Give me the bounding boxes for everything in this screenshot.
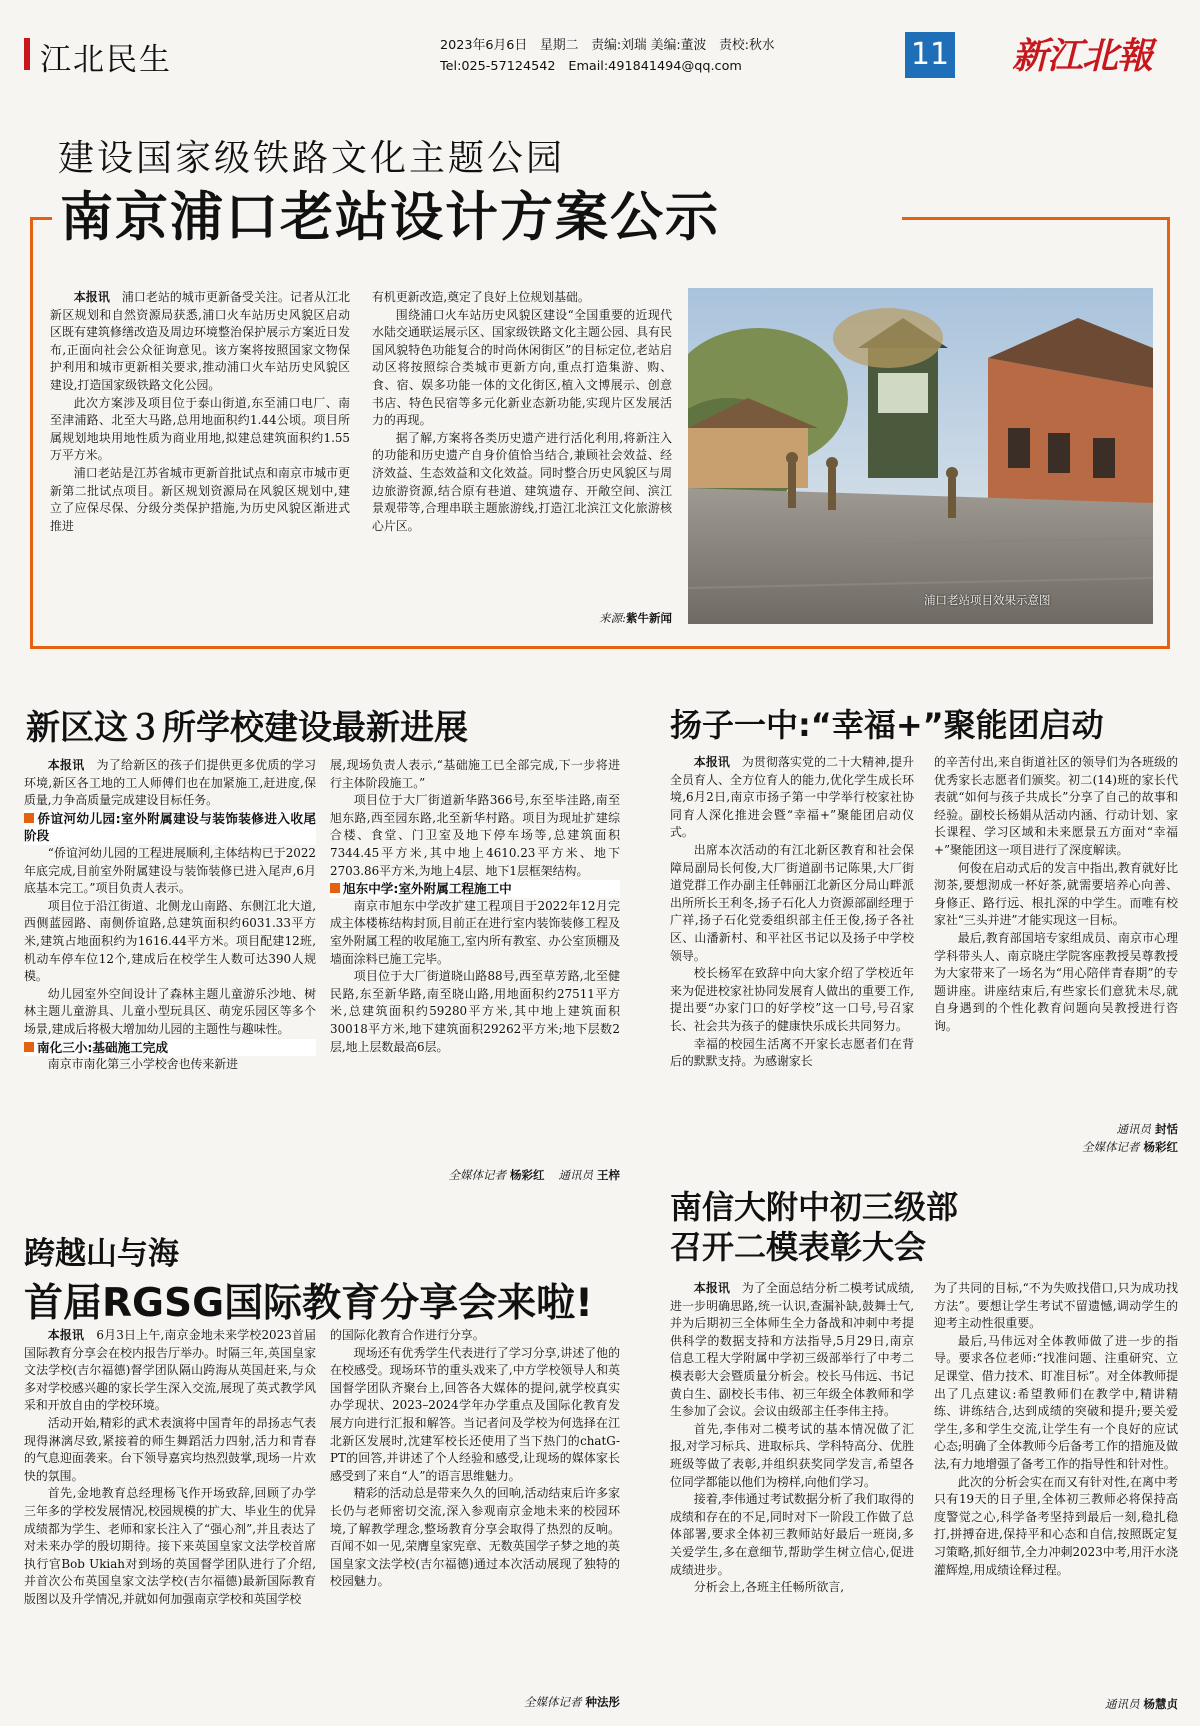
rgsg-para: 的国际化教育合作进行分享。 (330, 1328, 485, 1342)
source-name: 紫牛新闻 (626, 611, 672, 625)
lead-para: 据了解,方案将各类历史遗产进行活化利用,将新注入的功能和历史遗产自身价值恰当结合,兼顾社会效益、经济效益、生态效益和文化效益。同时整合历史风貌区与周边旅游资源,结合原有巷道、建筑遗存、开敞空间、滨江景观带等,合理串联主题旅游线,打造江北滨江文化旅游核心片区。 (372, 430, 672, 533)
source-label: 来源: (599, 611, 626, 625)
nanxin-para: 此次的分析会实在而又有针对性,在离中考只有19天的日子里,全体初三教师必将保持高度警觉之心,科学备考坚持到最后一刻,稳扎稳打,拼搏奋进,保持平和心态和自信,按照既定复习策略,抓好细节,全力冲刺2023中考,用汗水浇灌辉煌,用成绩诠释过程。 (934, 1474, 1178, 1577)
yangzi-para: 幸福的校园生活离不开家长志愿者们在背后的默默支持。为感谢家长 (670, 1036, 914, 1069)
byline-role: 通讯员 (1116, 1122, 1151, 1136)
lead-label: 本报讯 (47, 1328, 85, 1342)
rgsg-para: 精彩的活动总是带来久久的回响,活动结束后许多家长仍与老师密切交流,深入参观南京金地未来的校园环境,了解教学理念,整场教育分享会取得了热烈的反响。百闻不如一见,荣膺皇家宪章、无数英国学子梦之地的英国皇家文法学校(吉尔福德)通过本次活动展现了独特的校园魅力。 (330, 1486, 620, 1589)
lead-para: 浦口老站的城市更新备受关注。记者从江北新区规划和自然资源局获悉,浦口火车站历史风貌区启动区既有建筑修缮改造及周边环境整治保护展示方案近日发布,正面向社会公众征询意见。该方案将按照国家文物保护利用和城市更新相关要求,推动浦口火车站历史风貌区建设,打造国家级铁路文化公园。 (50, 290, 350, 392)
masthead (0, 0, 1200, 92)
nanxin-headline-line-1: 南信大附中初三级部 (670, 1188, 959, 1226)
byline-role: 通讯员 (1105, 1697, 1140, 1711)
byline-name: 种法彤 (585, 1695, 620, 1709)
nanxin-para: 首先,李伟对二模考试的基本情况做了汇报,对学习标兵、进取标兵、学科特高分、优胜班级等做了表彰,并组织获奖同学发言,希望各位同学都能以他们为榜样,向他们学习。 (670, 1421, 914, 1489)
yangzi-para: 校长杨军在致辞中向大家介绍了学校近年来为促进校家社协同发展育人做出的重要工作,提出要“办家门口的好学校”这一口号,号召家长、社会共为孩子的健康快乐成长共同努力。 (670, 966, 914, 1033)
paper-logo: 新江北報 (1012, 35, 1153, 77)
schools-col-1 (24, 757, 316, 1192)
bullet-square-icon (24, 813, 34, 823)
schools-para: 幼儿园室外空间设计了森林主题儿童游乐沙地、树林主题儿童游具、儿童小型玩具区、萌宠乐园区等多个场景,建成后将极大增加幼儿园的主题性与趣味性。 (24, 986, 316, 1036)
schools-para: 南京市南化第三小学校舍也传来新进 (47, 1057, 239, 1072)
schools-intro: 为了给新区的孩子们提供更多优质的学习环境,新区各工地的工人师傅们也在加紧施工,赶进度,保质量,力争高质量完成建设目标任务。 (24, 758, 316, 808)
lead-para: 围绕浦口火车站历史风貌区建设“全国重要的近现代水陆交通联运展示区、国家级铁路文化主题公园、具有民国风貌特色功能复合的时尚休闲街区”的目标定位,老站启动区将按照综合类城市更新方向,重点打造集游、购、食、宿、娱多功能一体的文化街区,植入文博展示、创意书店、特色民宿等多元化新业态新功能,实现片区发展活力的再现。 (372, 307, 672, 428)
schools-para: 项目位于大厂街道新华路366号,东至毕洼路,南至旭东路,西至园东路,北至新华村路。项目为现址扩建综合楼、食堂、门卫室及地下停车场等,总建筑面积7344.45平方米,其中地上4610.23平方米、地下2703.86平方米,为地上4层、地下1层框架结构。 (330, 793, 620, 878)
yangzi-para: 的辛苦付出,来自街道社区的领导们为各班级的优秀家长志愿者们颁奖。初二(14)班的家长代表就“如何与孩子共成长”分享了自己的故事和经验。副校长杨娟从活动内涵、行动计划、家长课程、学习区域和未来愿景五方面对“幸福+”聚能团这一项目进行了深度解读。 (934, 755, 1178, 857)
yangzi-col-2 (934, 754, 1178, 1122)
lead-source (472, 610, 672, 626)
schools-para: 展,现场负责人表示,“基础施工已全部完成,下一步将进行主体阶段施工。” (330, 758, 620, 790)
lead-kicker: 建设国家级铁路文化主题公园 (58, 138, 566, 179)
section-bar (24, 38, 30, 70)
nanxin-byline (934, 1696, 1178, 1712)
rgsg-para: 活动开始,精彩的武术表演将中国青年的昂扬志气表现得淋漓尽致,紧接着的师生舞蹈活力四射,活力和青春的气息迎面袭来。台下领导嘉宾均热烈鼓掌,现场一片欢快的氛围。 (24, 1415, 316, 1483)
schools-sub-heading (24, 1039, 316, 1057)
sub-heading-text: 侨谊河幼儿园:室外附属建设与装饰装修进入收尾阶段 (24, 810, 316, 844)
rgsg-para: 首先,金地教育总经理杨飞作开场致辞,回顾了办学三年多的学校发展情况,校园规模的扩大、毕业生的优异成绩都为学生、老师和家长注入了“强心剂”,并且表达了对未来办学的殷切期待。接下来英国皇家文法学校首席执行官Bob Ukiah对到场的英国督学团队进行了介绍,并首次公布英国皇家文法学校(吉尔福德)最新国际教育版图以及升学情况,并就如何加强南京学校和英国学校 (24, 1486, 316, 1606)
lead-label: 本报讯 (47, 758, 85, 772)
yangzi-para: 最后,教育部国培专家组成员、南京市心理学科带头人、南京晓庄学院客座教授吴尊教授为大家带来了一场名为“用心陪伴青春期”的专题讲座。讲座结束后,有些家长们意犹未尽,就自身遇到的个性化教育问题向吴教授进行咨询。 (934, 930, 1178, 1033)
lead-col-1 (50, 289, 350, 624)
lead-photo (688, 288, 1153, 624)
lead-frame-top-right (902, 217, 1170, 220)
yangzi-para: 出席本次活动的有江北新区教育和社会保障局副局长何俊,大厂街道副书记陈果,大厂街道党群工作办副主任韩丽江北新区分局山畔派出所所长王利冬,扬子石化人力资源部副经理于广祥,扬子石化党委组织部主任王俊,扬子各社区、山潘新村、和平社区书记以及扬子中学校领导。 (670, 842, 914, 963)
byline-role: 全媒体记者 (1082, 1140, 1140, 1154)
byline-name: 封恬 (1155, 1122, 1178, 1136)
contact-line: Tel:025-57124542 Email:491841494@qq.com (440, 59, 742, 74)
sub-heading-text: 旭东中学:室外附属工程施工中 (343, 881, 512, 897)
lead-label: 本报讯 (73, 290, 110, 304)
byline-name: 杨彩红 (1143, 1140, 1178, 1154)
nanxin-para: 接着,李伟通过考试数据分析了我们取得的成绩和存在的不足,同时对下一阶段工作做了总体部署,要求全体初三教师站好最后一班岗,多关爱学生,多在意细节,帮助学生树立信心,促进成绩进步。 (670, 1492, 914, 1577)
yangzi-para: 何俊在启动式后的发言中指出,教育就好比沏茶,要想沏成一杯好茶,就需要培养心向善、身修正、路行远、根扎深的中学生。而唯有校家社“三头并进”才能实现这一目标。 (934, 860, 1178, 928)
page-number-box (905, 32, 955, 78)
rgsg-headline: 首届RGSG国际教育分享会来啦! (24, 1281, 593, 1326)
rgsg-col-1 (24, 1327, 316, 1712)
schools-para: 项目位于大厂街道晓山路88号,西至草芳路,北至健民路,东至新华路,南至晓山路,用地面积约27511平方米,总建筑面积约59280平方米,其中地上建筑面积30018平方米,地下建筑面积29262平方米;地下层数2层,地上层数最高6层。 (330, 969, 620, 1054)
yangzi-col-1 (670, 754, 914, 1156)
lead-label: 本报讯 (693, 755, 730, 769)
nanxin-headline-line-2: 召开二模表彰大会 (670, 1228, 927, 1266)
byline-name: 王梓 (597, 1168, 620, 1182)
yangzi-byline (934, 1120, 1178, 1156)
nanxin-para: 为了共同的目标,“不为失败找借口,只为成功找方法”。要想让学生考试不留遗憾,调动学生的迎考主动性很重要。 (934, 1281, 1178, 1331)
nanxin-para: 为了全面总结分析二模考试成绩,进一步明确思路,统一认识,查漏补缺,鼓舞士气,并为后期初三全体师生全力备战和冲刺中考提供科学的数据支持和方法指导,5月29日,南京信息工程大学附属中学初三级部举行了中考二模表彰大会暨质量分析会。校长马伟远、书记黄白生、副校长韦伟、初三年级全体教师和学生参加了会议。会议由级部主任李伟主持。 (670, 1281, 914, 1419)
lead-frame-top-left (30, 217, 52, 220)
lead-label: 本报讯 (693, 1281, 730, 1295)
lead-col-2 (372, 289, 672, 607)
lead-para: 浦口老站是江苏省城市更新首批试点和南京市城市更新第二批试点项目。新区规划资源局在风貌区规划中,建立了应保尽保、分级分类保护措施,为历史风貌区渐进式推进 (50, 465, 350, 533)
station-rendering-image (688, 288, 1153, 624)
lead-headline: 南京浦口老站设计方案公示 (56, 188, 724, 248)
rgsg-para: 6月3日上午,南京金地未来学校2023首届国际教育分享会在校内报告厅举办。时隔三年,英国皇家文法学校(吉尔福德)督学团队隔山跨海从英国赶来,与众多对学校感兴趣的家长学生深入交流,展现了英式教学风采和开放自由的学校环境。 (24, 1328, 316, 1413)
rgsg-byline (330, 1694, 620, 1710)
schools-byline (330, 1167, 620, 1183)
nanxin-col-2 (934, 1280, 1178, 1694)
bullet-square-icon (330, 883, 340, 893)
rgsg-kicker: 跨越山与海 (24, 1236, 179, 1272)
schools-sub-heading (24, 810, 316, 845)
section-title: 江北民生 (40, 42, 172, 78)
nanxin-para: 最后,马伟远对全体教师做了进一步的指导。要求各位老师:“找准问题、注重研究、立足课堂、借力技术、盯准目标”。对全体教师提出了几点建议:希望教师们在教学中,精讲精练、讲练结合,达到成绩的突破和提升;要关爱学生,多和学生交流,让学生有一个良好的应试心态;明确了全体教师今后备考工作的措施及做法,有力地增强了备考工作的指导性和针对性。 (934, 1333, 1178, 1471)
schools-para: 南京市旭东中学改扩建工程项目于2022年12月完成主体楼栋结构封顶,目前正在进行室内装饰装修工程及室外附属工程的收尾施工,室内所有教室、办公室顶棚及墙面涂料已施工完毕。 (330, 898, 620, 966)
lead-para: 有机更新改造,奠定了良好上位规划基础。 (372, 290, 590, 304)
sub-heading-text: 南化三小:基础施工完成 (37, 1039, 168, 1055)
yangzi-headline: 扬子一中:“幸福+”聚能团启动 (670, 706, 1104, 744)
byline-name: 杨慧贞 (1143, 1697, 1178, 1711)
nanxin-col-1 (670, 1280, 914, 1710)
schools-para: “侨谊河幼儿园的工程进展顺利,主体结构已于2022年底完成,目前室外附属建设与装饰装修已进入尾声,6月底基本完工。”项目负责人表示。 (24, 845, 316, 896)
page-number: 11 (910, 37, 950, 72)
nanxin-para: 分析会上,各班主任畅所欲言, (693, 1580, 845, 1595)
yangzi-para: 为贯彻落实党的二十大精神,提升全员育人、全方位育人的能力,优化学生成长环境,6月2日,南京市扬子第一中学举行校家社协同育人深化推进会暨“幸福+”聚能团启动仪式。 (670, 755, 914, 840)
photo-caption: 浦口老站项目效果示意图 (924, 593, 1051, 607)
lead-para: 此次方案涉及项目位于泰山街道,东至浦口电厂、南至津浦路、北至大马路,总用地面积约1.44公顷。项目所属规划地块用地性质为商业用地,拟建总建筑面积约1.55万平方米。 (50, 395, 350, 463)
byline-role: 通讯员 (558, 1168, 593, 1182)
rgsg-col-2 (330, 1327, 620, 1689)
schools-para: 项目位于沿江街道、北侧龙山南路、东侧江北大道,西侧蓝园路、南侧侨谊路,总建筑面积约6031.33平方米,建筑占地面积约为1616.44平方米。项目配建12班,机动车停车位12个,建成后在校学生人数可达390人规模。 (24, 898, 316, 984)
date-line: 2023年6月6日 星期二 责编:刘瑞 美编:董波 责校:秋水 (440, 38, 775, 53)
schools-sub-heading (330, 880, 620, 898)
bullet-square-icon (24, 1042, 34, 1052)
byline-name: 杨彩红 (509, 1168, 545, 1182)
schools-col-2 (330, 757, 620, 1163)
schools-headline: 新区这３所学校建设最新进展 (26, 708, 468, 748)
rgsg-para: 现场还有优秀学生代表进行了学习分享,讲述了他的在校感受。现场环节的重头戏来了,中方学校领导人和英国督学团队齐聚台上,回答各大媒体的提问,就学校真实办学现状、2023–2024学年办学重点及国际化教育发展方向进行汇报和解答。当记者问及学校为何选择在江北新区发展时,沈建军校长还使用了当下热门的chatG-PT的回答,并讲述了个人经验和感受,让现场的媒体家长感受到了来自“人”的语言思维魅力。 (330, 1345, 620, 1483)
byline-role: 全媒体记者 (524, 1695, 582, 1709)
byline-role: 全媒体记者 (448, 1168, 506, 1182)
